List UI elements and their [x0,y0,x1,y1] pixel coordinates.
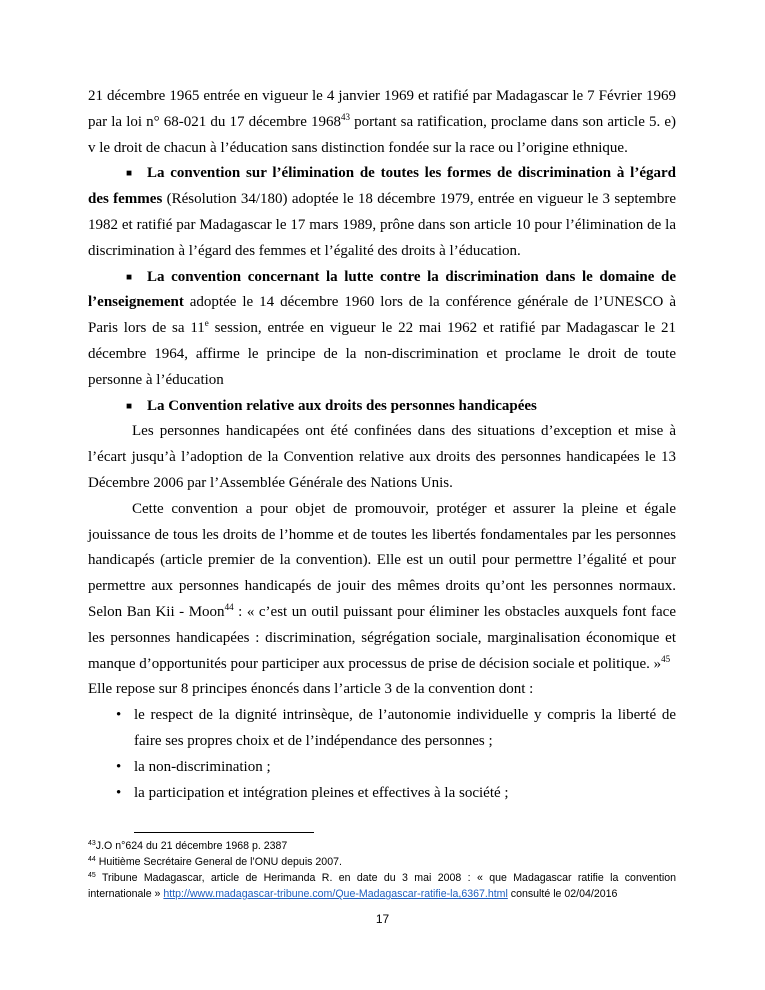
text: Tribune Madagascar, article de Herimanda R. en date du 3 mai 2008 : « que Madagascar ratifie la convention internationale » [88,872,676,900]
list-item [88,781,676,807]
square-bullet-icon: ■ [126,168,133,180]
footnote-ref[interactable]: 45 [661,653,671,664]
bullet-paragraph [88,161,676,264]
text: la non-discrimination ; [134,758,271,775]
bullet-heading [88,394,676,420]
footnote-separator [134,832,314,833]
convention-title: La Convention relative aux droits des personnes handicapées [147,397,537,414]
paragraph: Les personnes handicapées ont été confinées dans des situations d’exception et mise à l’écart jusqu’à l’adoption de la Convention relative aux droits des personnes handicapées le 13 Décembre 2006 par l’Assemblée Générale des Nations Unis. [88,423,676,491]
list-item [88,755,676,781]
convention-title: La convention sur l’élimination de toutes les formes de discrimination à l’égard des femmes [88,165,676,208]
paragraph: Elle repose sur 8 principes énoncés dans l’article 3 de la convention dont : [88,681,534,698]
document-body [88,84,676,806]
superscript: e [204,318,209,329]
square-bullet-icon: ■ [126,400,133,412]
footnote [88,870,676,902]
bullet-icon: • [116,758,122,775]
text: la participation et intégration pleines et effectives à la société ; [134,784,509,801]
footnote-ref[interactable]: 43 [340,111,350,122]
square-bullet-icon: ■ [126,271,133,283]
paragraph [88,497,676,678]
text: le respect de la dignité intrinsèque, de l’autonomie individuelle y compris la liberté de faire ses propres choix et de l’indépendance des personnes ; [134,707,676,749]
footnote [88,854,676,870]
source-link[interactable]: http://www.madagascar-tribune.com/Que-Madagascar-ratifie-la,6367.html [163,888,508,900]
footnote-number: 44 [88,856,96,863]
bullet-icon: • [116,784,122,801]
text: (Résolution 34/180) adoptée le 18 décembre 1979, entrée en vigueur le 3 septembre 1982 et ratifié par Madagascar le 17 mars 1989, prône dans son article 10 pour l’élimination de la discrimination à l’égard des femmes et l’égalité des droits à l’éducation. [88,191,676,259]
bullet-paragraph [88,265,676,394]
text: Huitième Secrétaire General de l’ONU depuis 2007. [95,856,342,868]
text: portant sa ratification, proclame dans son article 5. e) v le droit de chacun à l’éducation sans distinction fondée sur la race ou l’origine ethnique. [88,113,676,156]
paragraph [88,84,676,161]
list-item [88,703,676,755]
text: consulté le 02/04/2016 [507,888,618,900]
text: 21 décembre 1965 entrée en vigueur le 4 janvier 1969 et ratifié par Madagascar le 7 Février 1969 par la loi n° 68-021 du 17 décembre 1968 [88,88,676,130]
footnote-ref[interactable]: 44 [224,601,234,612]
footnote-number: 43 [88,840,96,847]
bullet-icon: • [116,707,122,724]
text: : « c’est un outil puissant pour éliminer les obstacles auxquels font face les personnes handicapées : discrimination, ségrégation sociale, marginalisation économique et manque d’opportunités pour participer aux processus de prise de décision sociale et politique. » [88,603,676,672]
page-number: 17 [375,912,390,926]
convention-title: La convention concernant la lutte contre la discrimination dans le domaine de l’enseignement [88,268,676,311]
footnotes [88,838,676,902]
text: J.O n°624 du 21 décembre 1968 p. 2387 [95,840,288,852]
text: session, entrée en vigueur le 22 mai 1962 et ratifié par Madagascar le 21 décembre 1964, affirme le principe de la non-discrimination et proclame le droit de toute personne à l’éducation [88,320,676,388]
text: adoptée le 14 décembre 1960 lors de la conférence générale de l’UNESCO à Paris lors de sa 11 [88,294,676,337]
footnote [88,838,676,854]
text: Cette convention a pour objet de promouvoir, protéger et assurer la pleine et égale jouissance de tous les droits de l’homme et de toutes les libertés fondamentales par les personnes handicapés (article premier de la convention). Elle est un outil pour permettre l’égalité et pour permettre aux personnes handicapés de jouir des mêmes droits qu’ont les personnes normaux. Selon Ban Kii - Moon [88,500,676,620]
footnote-number: 45 [88,872,96,879]
